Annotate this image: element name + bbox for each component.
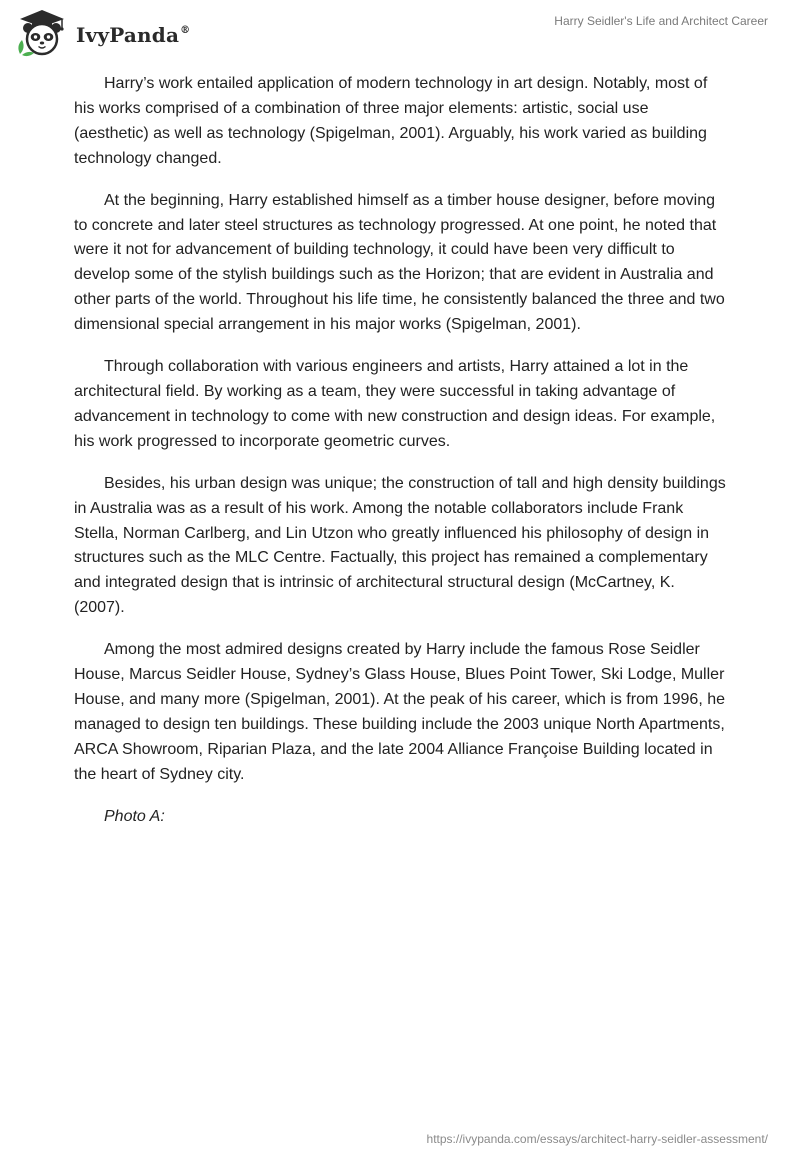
- brand-name: IvyPanda®: [76, 23, 191, 47]
- document-title: Harry Seidler's Life and Architect Career: [554, 14, 768, 28]
- paragraph: Among the most admired designs created by Harry include the famous Rose Seidler House, Marcus Seidler House, Sydney’s Glass House, Blues Point Tower, Ski Lodge, Muller House, and many more (Spigelman, 2001). At the peak of his career, which is from 1996, he managed to design ten buildings. These building include the 2003 unique North Apartments, ARCA Showroom, Riparian Plaza, and the late 2004 Alliance Françoise Building located in the heart of Sydney city.: [74, 641, 726, 783]
- paragraph: Through collaboration with various engineers and artists, Harry attained a lot in the architectural field. By working as a team, they were successful in taking advantage of advancement in technology to come with new construction and design ideas. For example, his work progressed to incorporate geometric curves.: [74, 358, 716, 450]
- paragraph: Besides, his urban design was unique; the construction of tall and high density buildings in Australia was as a result of his work. Among the notable collaborators include Frank Stella, Norman Carlberg, and Lin Utzon who greatly influenced his philosophy of design in structures such as the MLC Centre. Factually, this project has remained a complementary and integrated design that is intrinsic of architectural structural design (McCartney, K. (2007).: [74, 474, 726, 617]
- paragraph: Harry’s work entailed application of modern technology in art design. Notably, most of his works comprised of a combination of three major elements: artistic, social use (aesthetic) as well as technology (Spigelman, 2001). Arguably, his work varied as building technology changed.: [74, 75, 708, 167]
- ivypanda-logo[interactable]: [14, 8, 190, 58]
- panda-graduate-logo-icon: [14, 8, 70, 58]
- registered-mark: ®: [180, 25, 191, 36]
- photo-caption: Photo A:: [104, 807, 165, 825]
- paragraph: At the beginning, Harry established himself as a timber house designer, before moving to concrete and later steel structures as technology progressed. At one point, he noted that were it not for advancement of building technology, it could have been very difficult to develop some of the stylish buildings such as the Horizon; that are evident in Australia and other parts of the world. Throughout his life time, he consistently balanced the three and two dimensional special arrangement in his major works (Spigelman, 2001).: [74, 191, 725, 334]
- source-url-link[interactable]: https://ivypanda.com/essays/architect-harry-seidler-assessment/: [426, 1132, 768, 1146]
- essay-body: [74, 72, 726, 846]
- page-header: [0, 0, 800, 62]
